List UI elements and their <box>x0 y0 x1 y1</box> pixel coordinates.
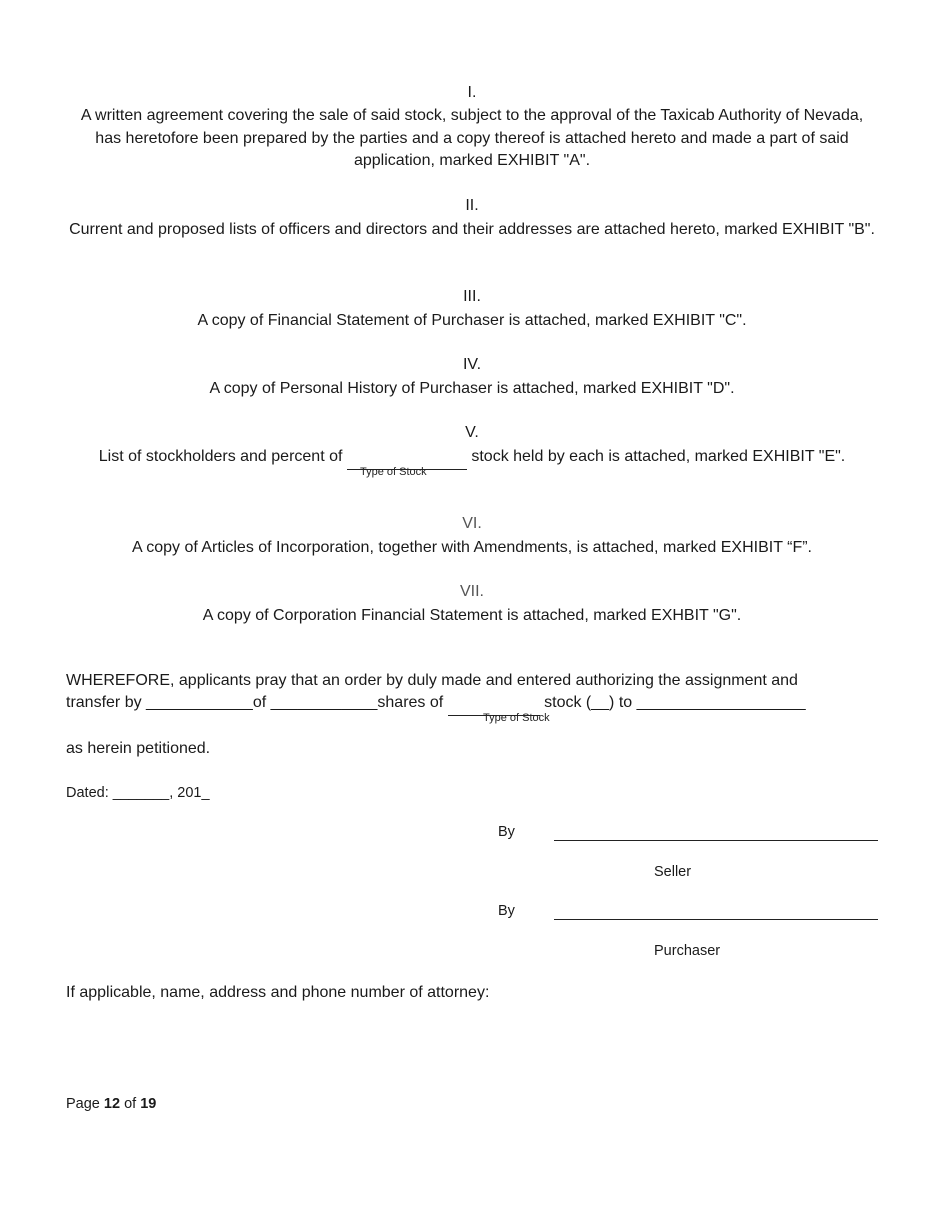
of-label: of <box>252 694 267 711</box>
seller-signature-line[interactable] <box>554 840 878 841</box>
as-herein-petitioned: as herein petitioned. <box>66 740 211 757</box>
page-total: 19 <box>140 1096 157 1112</box>
of-word: of <box>124 1096 137 1112</box>
section-text-7: A copy of Corporation Financial Statement is attached, marked EXHBIT "G". <box>202 607 742 624</box>
type-of-stock-label-2: Type of Stock <box>483 712 550 724</box>
section-number-1: I. <box>467 84 477 101</box>
dated-label: Dated: <box>66 785 109 801</box>
wherefore-line-1: WHEREFORE, applicants pray that an order by duly made and entered authorizing the assignment and <box>66 672 798 689</box>
attorney-label: If applicable, name, address and phone number of attorney: <box>66 984 490 1001</box>
section-number-3: III. <box>463 288 481 305</box>
section-5-text-after: stock held by each is attached, marked EXHIBIT "E". <box>471 448 846 465</box>
seller-by-label: By <box>498 824 515 840</box>
shares-of-label: shares of <box>377 694 444 711</box>
purchaser-signature-line[interactable] <box>554 919 878 920</box>
section-text-4: A copy of Personal History of Purchaser is attached, marked EXHIBIT "D". <box>209 380 735 397</box>
purchaser-label: Purchaser <box>654 943 721 959</box>
section-5-text-before: List of stockholders and percent of <box>98 448 343 465</box>
transfer-by-label: transfer by <box>66 694 142 711</box>
section-number-6: VI. <box>462 515 482 532</box>
section-text-5 <box>66 446 878 470</box>
page-number: 12 <box>103 1096 121 1112</box>
purchaser-by-label: By <box>498 903 515 919</box>
section-number-2: II. <box>465 197 479 214</box>
section-number-4: IV. <box>462 356 482 373</box>
section-text-1: A written agreement covering the sale of said stock, subject to the approval of the Taxicab Authority of Nevada, has heretofore been prepared by the parties and a copy thereof is attached hereto and made a part of said application, marked EXHIBIT "A". <box>80 107 864 169</box>
type-of-stock-label: Type of Stock <box>360 466 427 478</box>
page-footer <box>66 1096 156 1112</box>
section-text-6: A copy of Articles of Incorporation, together with Amendments, is attached, marked EXHIBIT “F”. <box>131 539 812 556</box>
section-text-3: A copy of Financial Statement of Purchaser is attached, marked EXHIBIT "C". <box>197 312 747 329</box>
stock-to-label: stock (__) to <box>544 694 633 711</box>
transfer-to-blank[interactable]: ___________________ <box>636 694 806 711</box>
page-word: Page <box>66 1096 100 1112</box>
shares-blank[interactable]: ____________ <box>270 694 378 711</box>
dated-line <box>66 785 210 801</box>
dated-blank[interactable]: _______ <box>112 785 170 801</box>
wherefore-line-2 <box>66 692 806 716</box>
seller-label: Seller <box>654 864 692 880</box>
transfer-by-blank[interactable]: ____________ <box>146 694 253 711</box>
section-number-5: V. <box>465 424 479 441</box>
section-number-7: VII. <box>459 583 484 600</box>
section-text-2: Current and proposed lists of officers and directors and their addresses are attached hereto, marked EXHIBIT "B". <box>69 221 875 238</box>
dated-year: , 201_ <box>169 785 210 801</box>
